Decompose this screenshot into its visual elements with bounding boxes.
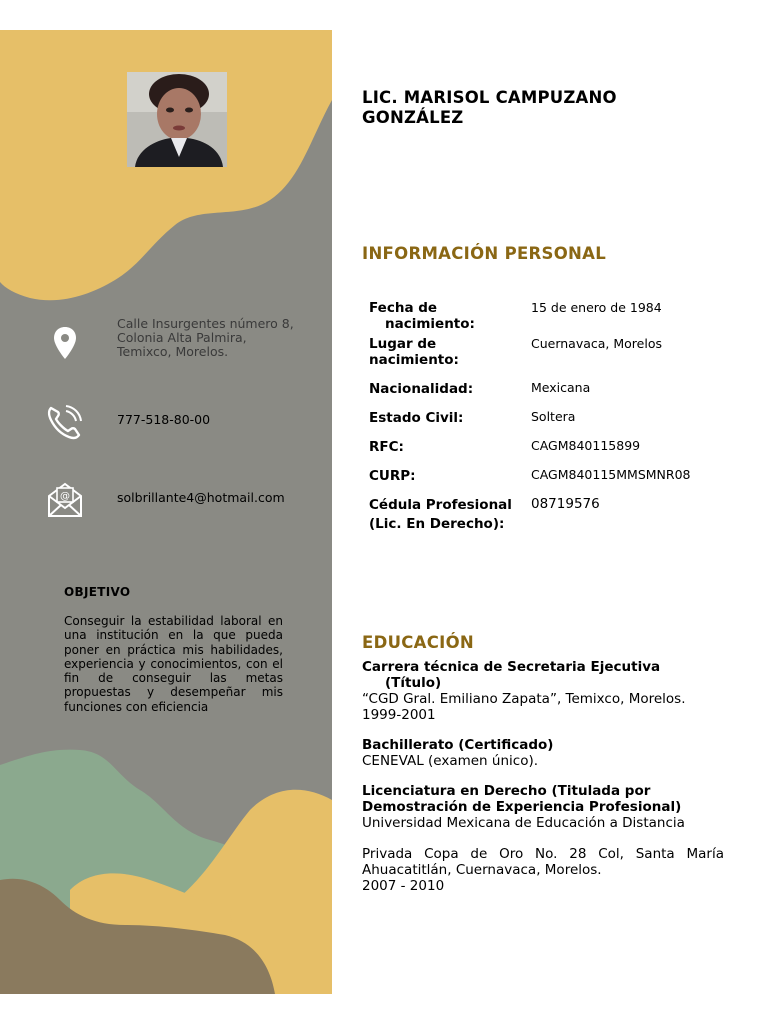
address-line-3: Temixco, Morelos. — [117, 344, 229, 359]
objective-text: Conseguir la estabilidad laboral en una institución en la que pueda poner en práctica mis habilidades, experiencia y conocimientos, con el fin de conseguir las metas propuestas y desempeñar mis funciones con eficiencia — [64, 614, 283, 714]
education-item-technical — [362, 659, 724, 723]
edu-school: CENEVAL (examen único). — [362, 753, 539, 769]
edu-title-line-2: Demostración de Experiencia Profesional) — [362, 799, 682, 815]
email-text[interactable]: solbrillante4@hotmail.com — [117, 490, 285, 505]
value-marital-status: Soltera — [531, 409, 576, 424]
address-line-2: Colonia Alta Palmira, — [117, 330, 247, 345]
edu-address-line-1: Privada Copa de Oro No. 28 Col, Santa María — [362, 846, 724, 862]
label-professional-id — [369, 496, 529, 534]
edu-title: Bachillerato (Certificado) — [362, 737, 554, 753]
label-marital-status: Estado Civil: — [369, 410, 464, 426]
address-line-1: Calle Insurgentes número 8, — [117, 316, 294, 331]
objective-title: OBJETIVO — [64, 585, 131, 599]
value-curp: CAGM840115MMSMNR08 — [531, 467, 691, 482]
value-professional-id: 08719576 — [531, 496, 600, 512]
value-birth-date: 15 de enero de 1984 — [531, 300, 662, 315]
edu-years: 2007 - 2010 — [362, 878, 445, 894]
edu-title-line-2: (Título) — [385, 675, 442, 691]
label-nationality: Nacionalidad: — [369, 381, 474, 397]
email-icon — [45, 480, 85, 520]
label-curp: CURP: — [369, 468, 416, 484]
personal-info-title: INFORMACIÓN PERSONAL — [362, 244, 607, 263]
label-line: Cédula Profesional — [369, 497, 512, 513]
edu-title-line-1: Carrera técnica de Secretaria Ejecutiva — [362, 659, 661, 675]
name-line-2: GONZÁLEZ — [362, 108, 464, 127]
candidate-name — [362, 88, 742, 128]
value-nationality: Mexicana — [531, 380, 591, 395]
profile-photo — [127, 72, 227, 167]
edu-years: 1999-2001 — [362, 707, 436, 723]
education-item-highschool — [362, 737, 724, 769]
edu-school: Universidad Mexicana de Educación a Distancia — [362, 815, 685, 831]
name-line-1: LIC. MARISOL CAMPUZANO — [362, 88, 617, 107]
education-title: EDUCACIÓN — [362, 633, 475, 652]
address-text — [117, 317, 294, 359]
label-line: nacimiento: — [385, 316, 475, 332]
edu-school: “CGD Gral. Emiliano Zapata”, Temixco, Morelos. — [362, 691, 686, 707]
label-line: Fecha de — [369, 300, 438, 316]
label-line: Lugar de — [369, 336, 437, 352]
phone-text[interactable]: 777-518-80-00 — [117, 412, 211, 427]
phone-icon — [45, 402, 85, 442]
svg-text:@: @ — [60, 491, 70, 502]
edu-address-line-2: Ahuacatitlán, Cuernavaca, Morelos. — [362, 862, 602, 878]
label-line: (Lic. En Derecho): — [369, 516, 505, 532]
sidebar — [0, 30, 332, 994]
value-rfc: CAGM840115899 — [531, 438, 641, 453]
label-rfc: RFC: — [369, 439, 404, 455]
edu-title-line-1: Licenciatura en Derecho (Titulada por — [362, 783, 651, 799]
label-line: nacimiento: — [369, 352, 459, 368]
value-birth-place: Cuernavaca, Morelos — [531, 336, 662, 351]
location-pin-icon — [45, 323, 85, 363]
education-item-law-degree — [362, 783, 724, 894]
label-birth-date — [369, 300, 529, 332]
label-birth-place — [369, 336, 529, 368]
